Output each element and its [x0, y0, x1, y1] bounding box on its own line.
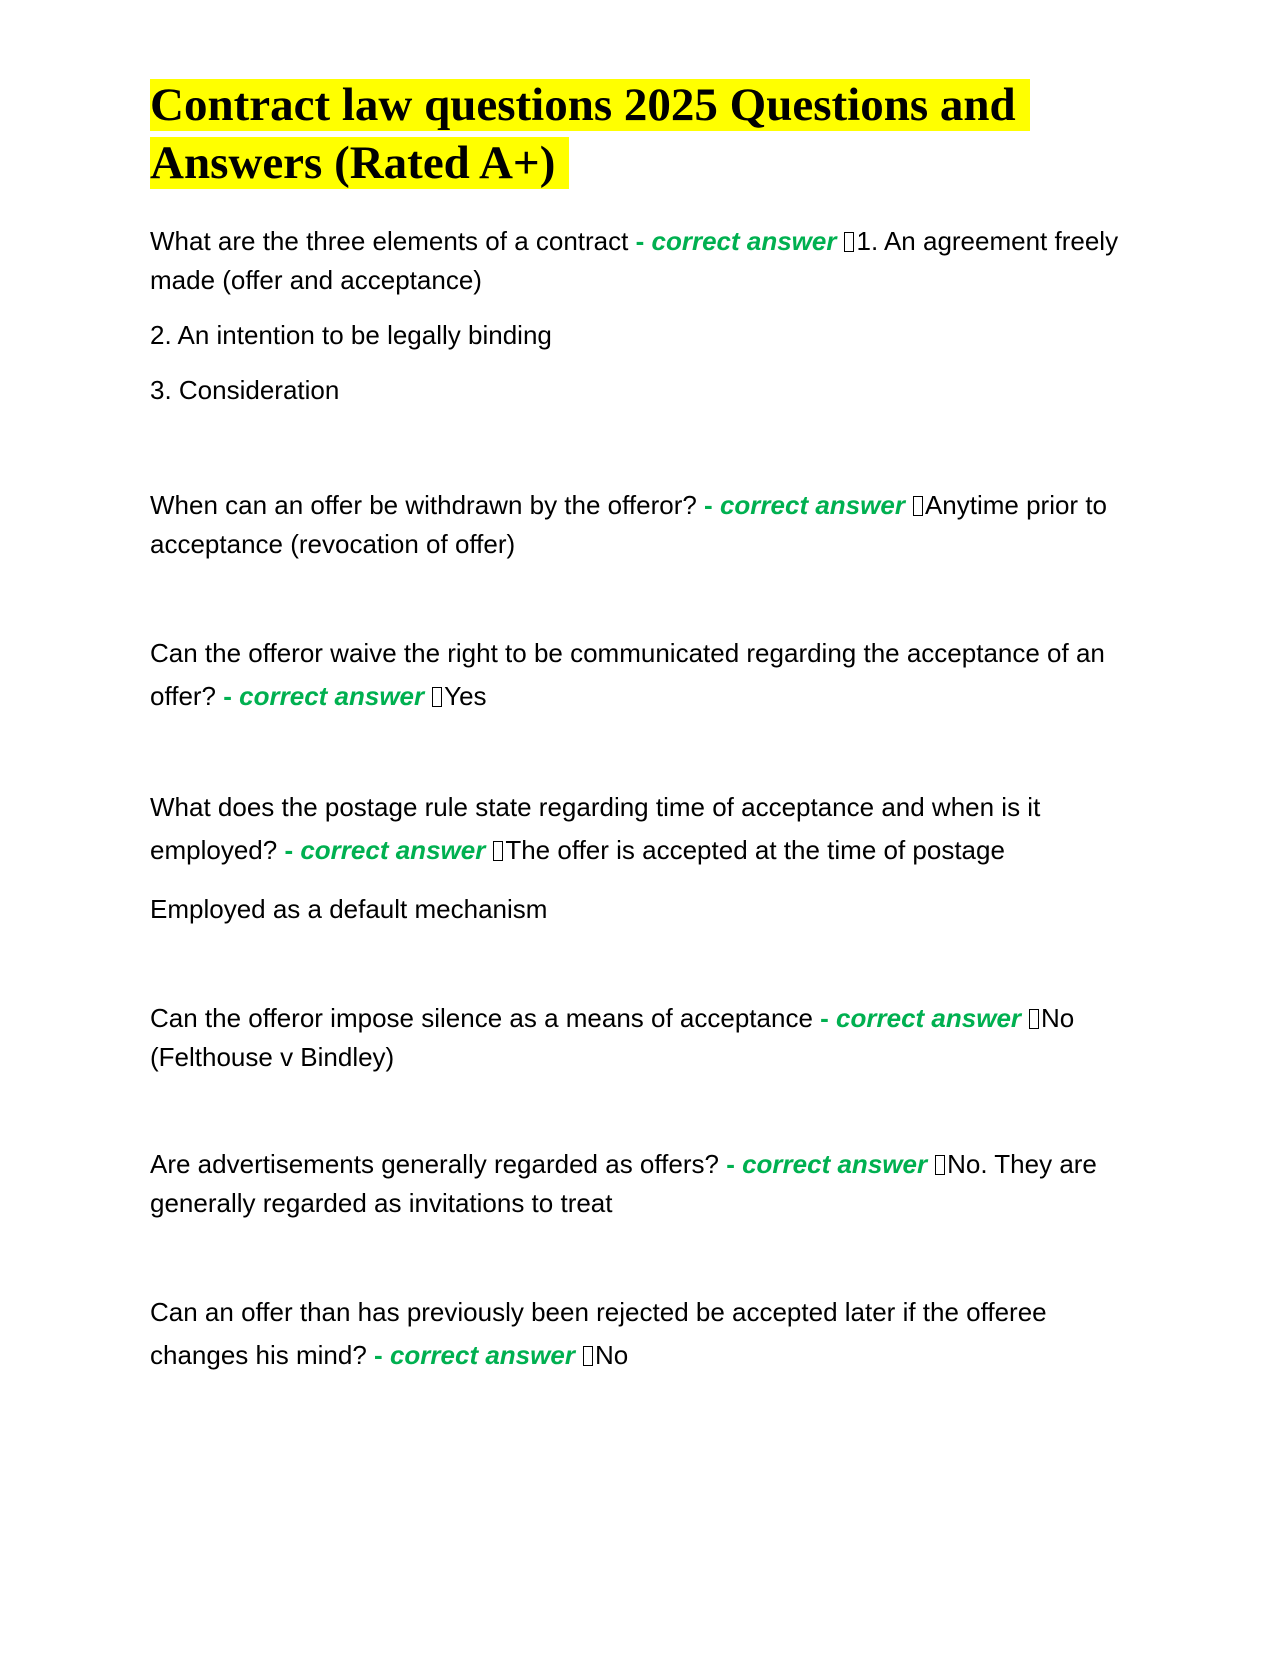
answer-label: correct answer — [742, 1149, 928, 1179]
question-text: What does the postage rule state regarding time of acceptance and when is it employed? — [150, 792, 1041, 865]
answer-text: 1. An agreement freely made (offer and acceptance) — [150, 226, 1119, 295]
question-text: What are the three elements of a contract — [150, 226, 629, 256]
box-glyph-icon — [583, 1346, 593, 1366]
answer-text: No — [594, 1340, 629, 1370]
answer-dash: - — [223, 681, 232, 711]
qa-paragraph — [150, 632, 1130, 718]
answer-label: correct answer — [651, 226, 837, 256]
qa-item-1 — [150, 222, 1130, 410]
answer-extra-line: 2. An intention to be legally binding — [150, 320, 552, 350]
box-glyph-icon — [913, 496, 923, 516]
qa-paragraph — [150, 1145, 1130, 1223]
qa-item-3 — [150, 632, 1130, 718]
answer-dash: - — [820, 1003, 829, 1033]
answer-text: Yes — [444, 681, 487, 711]
answer-label: correct answer — [719, 490, 905, 520]
question-text: Can the offeror impose silence as a means of acceptance — [150, 1003, 813, 1033]
answer-dash: - — [374, 1340, 383, 1370]
qa-paragraph — [150, 1291, 1130, 1377]
qa-paragraph — [150, 999, 1130, 1077]
answer-extra-line: Employed as a default mechanism — [150, 894, 548, 924]
box-glyph-icon — [432, 687, 442, 707]
answer-label: correct answer — [239, 681, 425, 711]
answer-dash: - — [704, 490, 713, 520]
qa-item-2 — [150, 486, 1130, 564]
qa-paragraph — [150, 222, 1130, 300]
answer-dash: - — [635, 226, 645, 256]
document-title — [150, 76, 1130, 192]
answer-extra-line: 3. Consideration — [150, 375, 340, 405]
answer-text: Anytime prior to acceptance (revocation of offer) — [150, 490, 1108, 559]
qa-item-4 — [150, 786, 1130, 931]
answer-text: The offer is accepted at the time of postage — [505, 835, 1005, 865]
qa-item-5 — [150, 999, 1130, 1077]
question-text: Are advertisements generally regarded as offers? — [150, 1149, 719, 1179]
question-text: Can an offer than has previously been rejected be accepted later if the offeree changes his mind? — [150, 1297, 1047, 1370]
answer-dash: - — [726, 1149, 735, 1179]
box-glyph-icon — [844, 232, 854, 252]
document-page — [150, 76, 1130, 1377]
qa-item-7 — [150, 1291, 1130, 1377]
qa-item-6 — [150, 1145, 1130, 1223]
qa-paragraph — [150, 786, 1130, 872]
box-glyph-icon — [1029, 1009, 1039, 1029]
title-highlight: Contract law questions 2025 Questions and Answers (Rated A+) — [150, 79, 1030, 189]
answer-dash: - — [284, 835, 294, 865]
box-glyph-icon — [935, 1155, 945, 1175]
box-glyph-icon — [493, 841, 503, 861]
qa-paragraph — [150, 486, 1130, 564]
answer-label: correct answer — [300, 835, 486, 865]
question-text: Can the offeror waive the right to be communicated regarding the acceptance of an offer? — [150, 638, 1105, 711]
question-text: When can an offer be withdrawn by the offeror? — [150, 490, 697, 520]
answer-label: correct answer — [389, 1340, 575, 1370]
answer-label: correct answer — [836, 1003, 1022, 1033]
answer-text: No (Felthouse v Bindley) — [150, 1003, 1075, 1072]
answer-text: No. They are generally regarded as invitations to treat — [150, 1149, 1097, 1218]
